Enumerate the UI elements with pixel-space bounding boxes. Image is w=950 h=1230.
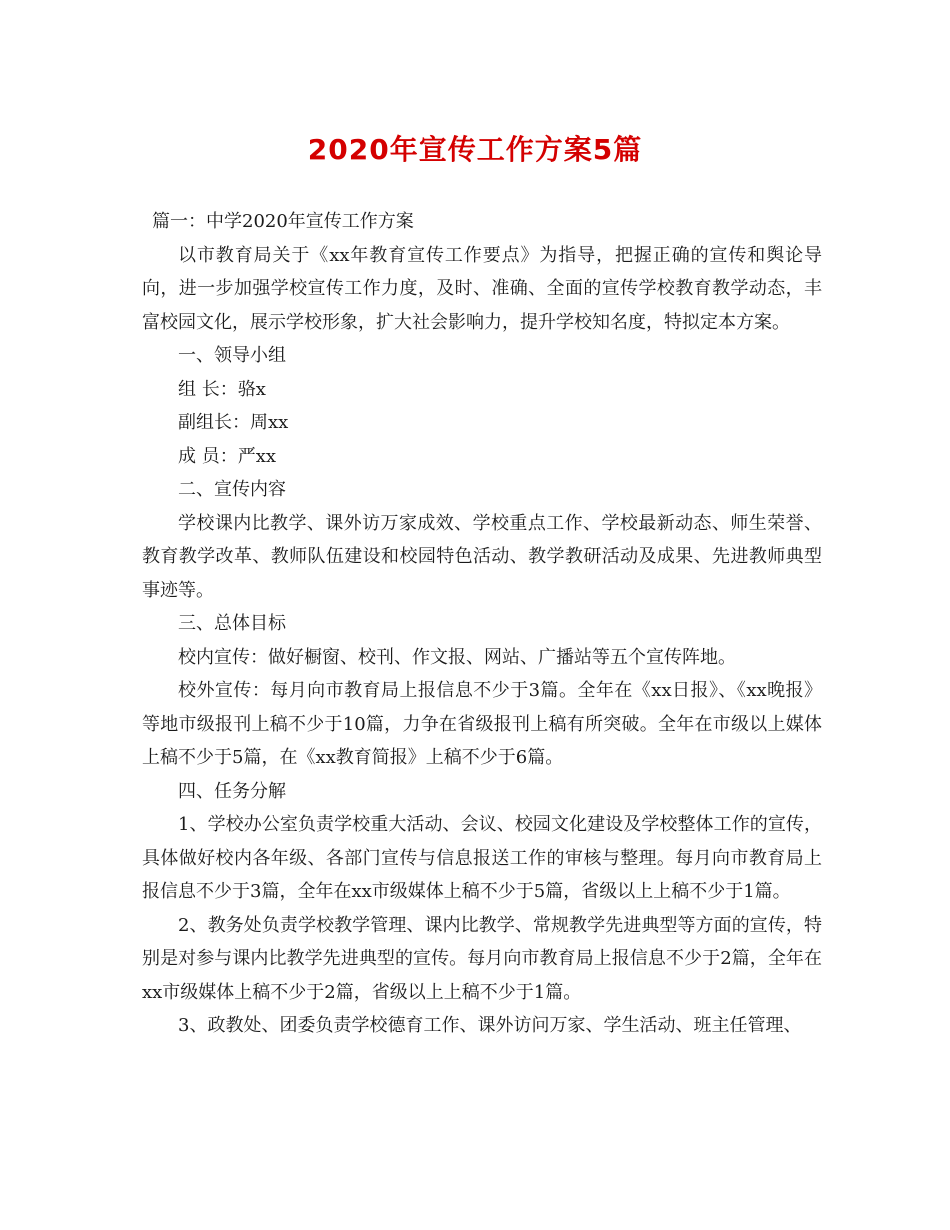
document-title: 2020年宣传工作方案5篇	[307, 133, 643, 166]
list-item: 成 员：严xx	[178, 445, 277, 467]
document-body	[142, 205, 822, 1043]
paragraph: 2、教务处负责学校教学管理、课内比教学、常规教学先进典型等方面的宣传，特别是对参与课内比教学先进典型的宣传。每月向市教育局上报信息不少于2篇，全年在xx市级媒体上稿不少于2篇，省级以上上稿不少于1篇。	[142, 914, 822, 1003]
paragraph: 校外宣传：每月向市教育局上报信息不少于3篇。全年在《xx日报》、《xx晚报》等地市级报刊上稿不少于10篇，力争在省级报刊上稿有所突破。全年在市级以上媒体上稿不少于5篇，在《xx教育简报》上稿不少于6篇。	[142, 680, 822, 768]
list-item: 副组长：周xx	[178, 412, 289, 433]
section-heading: 四、任务分解	[178, 780, 286, 802]
paragraph: 学校课内比教学、课外访万家成效、学校重点工作、学校最新动态、师生荣誉、教育教学改革、教师队伍建设和校园特色活动、教学教研活动及成果、先进教师典型事迹等。	[142, 512, 822, 601]
paragraph: 1、学校办公室负责学校重大活动、会议、校园文化建设及学校整体工作的宣传，具体做好校内各年级、各部门宣传与信息报送工作的审核与整理。每月向市教育局上报信息不少于3篇，全年在xx市级媒体上稿不少于5篇，省级以上上稿不少于1篇。	[142, 814, 822, 902]
list-item: 组 长：骆x	[178, 378, 266, 400]
paragraph: 校内宣传：做好橱窗、校刊、作文报、网站、广播站等五个宣传阵地。	[178, 646, 736, 668]
section-heading: 三、总体目标	[178, 613, 286, 634]
paragraph: 以市教育局关于《xx年教育宣传工作要点》为指导，把握正确的宣传和舆论导向，进一步加强学校宣传工作力度，及时、准确、全面的宣传学校教育教学动态，丰富校园文化，展示学校形象，扩大社会影响力，提升学校知名度，特拟定本方案。	[142, 244, 822, 333]
section-heading: 一、领导小组	[178, 345, 286, 366]
paragraph: 3、政教处、团委负责学校德育工作、课外访问万家、学生活动、班主任管理、	[178, 1015, 802, 1036]
section-heading: 二、宣传内容	[178, 479, 286, 500]
section-heading: 篇一：中学2020年宣传工作方案	[152, 211, 414, 232]
